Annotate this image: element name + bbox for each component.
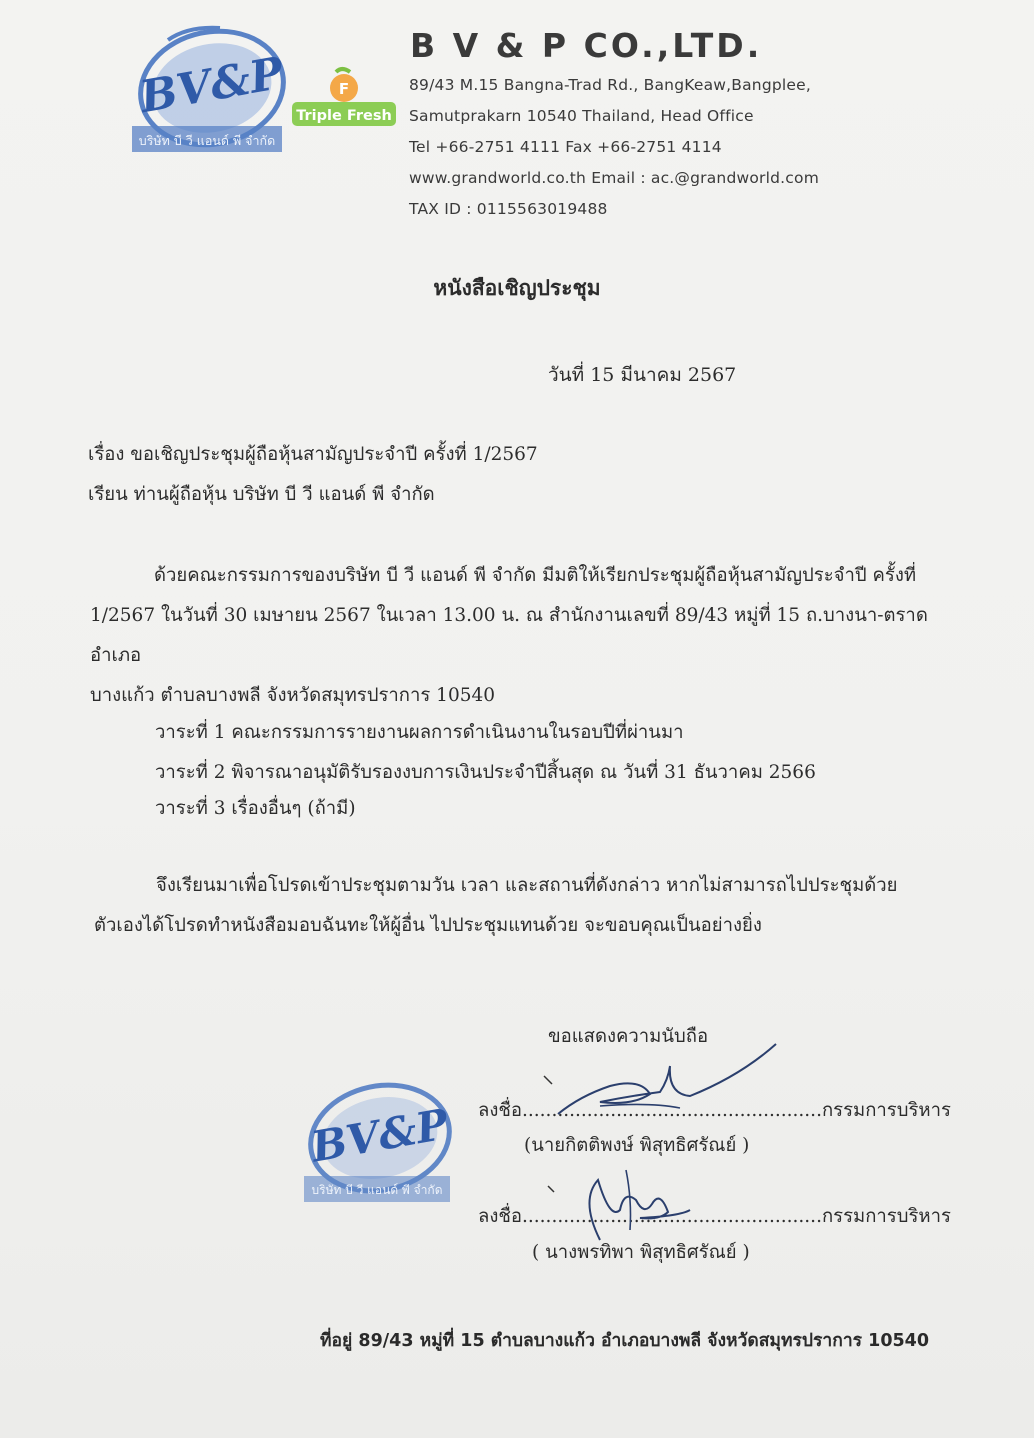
regards-text: ขอแสดงความนับถือ [548,1026,709,1047]
closing-line: ตัวเองได้โปรดทำหนังสือมอบฉันทะให้ผู้อื่น ไปประชุมแทนด้วย จะขอบคุณเป็นอย่างยิ่ง [94,915,762,936]
body-line: 1/2567 ในวันที่ 30 เมษายน 2567 ในเวลา 13.00 น. ณ สำนักงานเลขที่ 89/43 หมู่ที่ 15 ถ.บางนา-ตราด อำเภอ [90,605,928,666]
subject-line: เรื่อง ขอเชิญประชุมผู้ถือหุ้นสามัญประจำปี ครั้งที่ 1/2567 [88,444,538,465]
company-web-email: www.grandworld.co.th Email : ac.@grandworld.com [409,169,820,187]
closing-paragraph [94,866,934,946]
signature-2-scribble [540,1160,700,1250]
company-tel-fax: Tel +66-2751 4111 Fax +66-2751 4114 [409,138,722,156]
signer-1-name: (นายกิตติพงษ์ พิสุทธิศรัณย์ ) [524,1135,750,1156]
svg-text:บริษัท บี วี แอนด์ พี จำกัด: บริษัท บี วี แอนด์ พี จำกัด [311,1183,443,1197]
triple-fresh-logo [292,66,402,130]
agenda-item-2: วาระที่ 2 พิจารณาอนุมัติรับรองงบการเงินประจำปีสิ้นสุด ณ วันที่ 31 ธันวาคม 2566 [155,762,816,783]
signature-1-scribble [540,1036,780,1126]
svg-text:บริษัท บี วี แอนด์ พี จำกัด: บริษัท บี วี แอนด์ พี จำกัด [138,133,276,148]
document-date: วันที่ 15 มีนาคม 2567 [548,364,737,386]
company-logo [128,18,290,160]
svg-text:Triple Fresh: Triple Fresh [296,108,392,124]
company-stamp [300,1072,458,1208]
agenda-item-3: วาระที่ 3 เรื่องอื่นๆ (ถ้ามี) [155,798,356,819]
company-tax-id: TAX ID : 0115563019488 [409,200,608,218]
svg-text:BV&P: BV&P [136,47,287,124]
signature-line-2: ลงชื่อ...................................................กรรมการบริหาร [478,1206,951,1227]
footer-address: ที่อยู่ 89/43 หมู่ที่ 15 ตำบลบางแก้ว อำเภอบางพลี จังหวัดสมุทรปราการ 10540 [320,1331,930,1351]
recipient-line: เรียน ท่านผู้ถือหุ้น บริษัท บี วี แอนด์ พี จำกัด [88,484,435,505]
agenda-item-1: วาระที่ 1 คณะกรรมการรายงานผลการดำเนินงานในรอบปีที่ผ่านมา [155,722,684,743]
signature-line-1: ลงชื่อ...................................................กรรมการบริหาร [478,1100,951,1121]
signer-2-name: ( นางพรทิพา พิสุทธิศรัณย์ ) [532,1242,750,1263]
company-name: B V & P CO.,LTD. [410,26,763,65]
body-line: บางแก้ว ตำบลบางพลี จังหวัดสมุทรปราการ 10540 [90,685,496,706]
svg-text:BV&P: BV&P [307,1099,452,1172]
document-title: หนังสือเชิญประชุม [433,275,601,300]
company-address-line2: Samutprakarn 10540 Thailand, Head Office [409,107,754,125]
svg-text:F: F [338,80,350,98]
closing-line: จึงเรียนมาเพื่อโปรดเข้าประชุมตามวัน เวลา และสถานที่ดังกล่าว หากไม่สามารถไปประชุมด้วย [156,875,898,896]
company-address-line1: 89/43 M.15 Bangna-Trad Rd., BangKeaw,Bangplee, [409,76,812,94]
body-line: ด้วยคณะกรรมการของบริษัท บี วี แอนด์ พี จำกัด มีมติให้เรียกประชุมผู้ถือหุ้นสามัญประจำปี ครั้งที่ [154,565,917,586]
body-paragraph [90,556,930,716]
